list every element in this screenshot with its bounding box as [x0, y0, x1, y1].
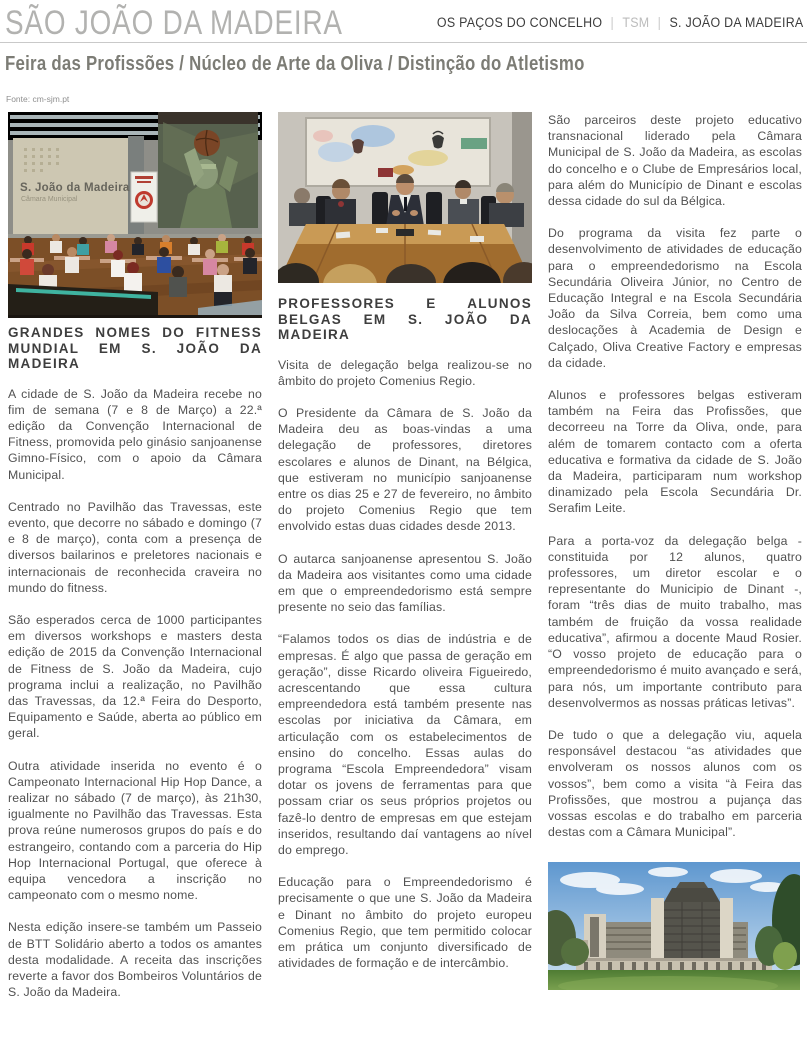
nav-item-sjm[interactable]: S. JOÃO DA MADEIRA: [668, 15, 803, 30]
gym-banner-text: S. João da Madeira: [20, 182, 130, 194]
header-row: [0, 0, 807, 42]
gym-banner-subtext: Câmara Municipal: [21, 196, 78, 203]
town-hall-photo: [548, 862, 802, 990]
nav-separator: |: [610, 15, 614, 30]
article-heading-belgas: PROFESSORES E ALUNOS BELGAS EM S. JOÃO DA MADEIRA: [278, 296, 532, 342]
article-fitness: [8, 112, 262, 1016]
nav-item-tsm[interactable]: TSM: [621, 15, 649, 30]
article-belgian-delegation: [278, 112, 532, 1016]
building-photo-illustration: [548, 862, 800, 990]
paragraph: Outra atividade inserida no evento é o Campeonato Internacional Hip Hop Dance, a realizar no sábado (7 de março), às 21h30, igualmente no Pavilhão das Travessas. Esta prova reúne numerosos grupos do país e do estrangeiro, contando com a parceria do Hip Hop Internacional Portugal, que oferece à equipa vencedora a inscrição no campeonato com o mesmo nome.: [8, 758, 262, 903]
meeting-photo-illustration: [278, 112, 532, 283]
paragraph: Para a porta-voz da delegação belga - constituida por 12 alunos, quatro professores, um diretor escolar e o representante do Municipio de Dinant -, foram “três dias de muito trabalho, mas também de fruição da vossa realidade educativa”, afirmou a docente Maud Rosier. “O vosso projeto de educação para o empreendedorismo é muito avançado e será, para nós, um importante contributo para desenvolvermos as nossas práticas letivas”.: [548, 533, 802, 710]
paragraph: Educação para o Empreendedorismo é precisamente o que une S. João da Madeira e Dinant no âmbito do projeto europeu Comenius Regio, que tem permitido colocar em prática um conjunto diversificado de atividades de formação e de intercâmbio.: [278, 875, 532, 971]
page-header: [0, 0, 807, 104]
content-columns: [8, 112, 802, 1016]
paragraph: Nesta edição insere-se também um Passeio de BTT Solidário aberto a todos os amantes desta modalidade. A receita das inscrições reverte a favor dos Bombeiros Voluntários de S. João da Madeira.: [8, 920, 262, 1000]
paragraph: A cidade de S. João da Madeira recebe no fim de semana (7 e 8 de Março) a 22.ª edição da Convenção Internacional de Fitness, promovida pelo ginásio sanjoanense Gimno-Físico, com o apoio da Câmara Municipal.: [8, 386, 262, 482]
source-note: Fonte: cm-sjm.pt: [6, 94, 70, 104]
paragraph: O Presidente da Câmara de S. João da Madeira deu as boas-vindas a uma delegação de professores, diretores escolares e alunos de Dinant, na Bélgica, que estiveram no município sanjoanense entre os dias 25 e 27 de fevereiro, no âmbito do projeto Comenius Regio que tem envolvido estas duas cidades desde 2013.: [278, 405, 532, 534]
top-nav: [436, 15, 803, 30]
paragraph: São parceiros deste projeto educativo transnacional liderado pela Câmara Municipal de S. João da Madeira, as escolas do concelho e o Clube de Empresários local, para além do Município de Dinant e escolas dessa cidade do sul da Bélgica.: [548, 113, 802, 209]
paragraph: Centrado no Pavilhão das Travessas, este evento, que decorre no sábado e domingo (7 e 8 de março), conta com a presença de diversos bailarinos e preletores nacionais e internacionais de reconhecida craveira no mundo do fitness.: [8, 499, 262, 595]
article-heading-fitness: GRANDES NOMES DO FITNESS MUNDIAL EM S. JOÃO DA MADEIRA: [8, 325, 262, 371]
nav-item-pacos-do-concelho[interactable]: OS PAÇOS DO CONCELHO: [436, 15, 602, 30]
article-continuation: [548, 112, 802, 1016]
paragraph: Do programa da visita fez parte o desenvolvimento de atividades de educação para o empreendedorismo na Escola Secundária Oliveira Júnior, no Centro de Educação Integral e na Escola Secundária João da Silva Correia, bem como uma deslocações à Academia de Design e Calçado, Oliva Creative Factory e empresas da cidade.: [548, 226, 802, 370]
edition-headline: Feira das Profissões / Núcleo de Arte da Oliva / Distinção do Atletismo: [5, 53, 585, 75]
paragraph: São esperados cerca de 1000 participantes em diversos workshops e masters desta edição de 2015 da Convenção Internacional de Fitness de S. João da Madeira, cujo programa inclui a realização, no Pavilhão das Travessas, da 12.ª Feira do Desporto, Equipamento e Saúde, aberta ao público em geral.: [8, 612, 262, 741]
delegation-meeting-photo: [278, 112, 532, 283]
site-title: SÃO JOÃO DA MADEIRA: [5, 4, 343, 42]
nav-separator: |: [657, 15, 661, 30]
paragraph: Alunos e professores belgas estiveram também na Feira das Profissões, que decorreeu na Torre da Oliva, onde, para além de tomarem contacto com a oferta educativa e formativa da cidade de S. João da Madeira, participaram num workshop dinamizado pela Escola Secundária Dr. Serafim Leite.: [548, 388, 802, 516]
paragraph: “Falamos todos os dias de indústria e de empresas. É algo que passa de geração em geração”, disse Ricardo oliveira Figueiredo, acrescentando que essa cultura empreendedora está também presente nas escolas por iniciativa da Câmara, em articulação com os estabelecimentos de ensino do concelho. Essas aulas do programa “Escola Empreendedora” visam dotar os jovens de ferramentas para que possam criar os seus próprios projetos ou fazê-lo dentro de empresas em que estejam inseridos, resultando daí vantagens ao nível do emprego.: [278, 632, 532, 857]
paragraph: De tudo o que a delegação viu, aquela responsável destacou “as atividades que envolveram os nossos alunos com os vossos”, bem como a visita “à Feira das Profissões, que mostrou a pujança das vossas escolas e do trabalho em parceria destas com a Câmara Municipal”.: [548, 727, 802, 840]
fitness-convention-photo: [8, 112, 262, 318]
gym-photo-illustration: [8, 112, 262, 318]
paragraph: Visita de delegação belga realizou-se no âmbito do projeto Comenius Regio.: [278, 357, 532, 388]
paragraph: O autarca sanjoanense apresentou S. João da Madeira aos visitantes como uma cidade em que o empreendedorismo está sempre presente no seio das famílias.: [278, 551, 532, 615]
